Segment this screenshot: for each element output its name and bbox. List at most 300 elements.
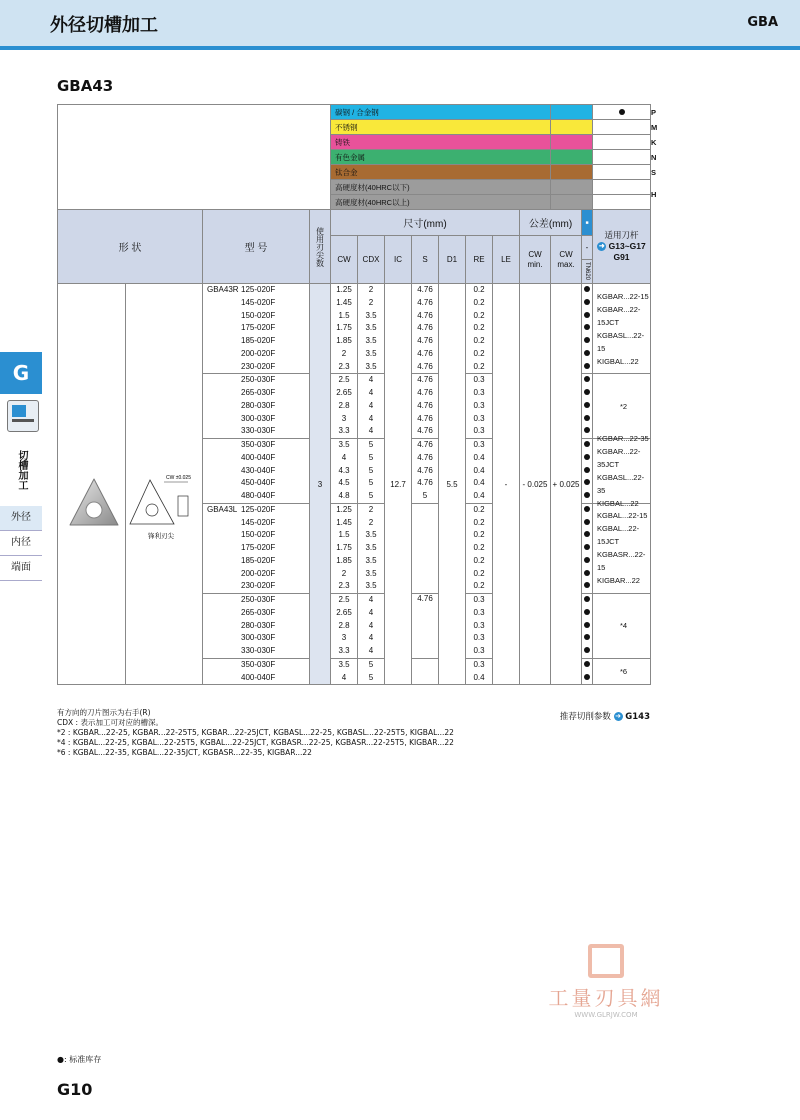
group-block [203,374,309,439]
model-code: 125-020F [241,285,276,294]
dim-col-header: LE [493,236,520,284]
cw-value: 1.45 [336,517,352,527]
stock-row [582,517,592,530]
material-gap [551,150,593,165]
stock-row [582,490,592,503]
cw-value: 2.5 [338,595,350,604]
cw-value: 3.5 [338,440,350,449]
cdx-value: 3.5 [365,323,377,333]
model-code: 185-020F [241,336,276,345]
material-name: 碳钢 / 合金钢 [331,105,551,120]
stock-dot-icon [584,479,590,485]
holder-item: *2 [619,401,628,411]
cw-value: 3.3 [338,646,350,655]
stock-dot-icon [584,674,590,680]
model-row [203,297,309,310]
material-gap [551,135,593,150]
re-value: 0.2 [473,310,485,320]
stock-row [582,672,592,685]
stock-row [582,607,592,620]
s-value [412,659,438,672]
re-column [466,284,493,685]
group-block [466,659,492,685]
s-value [412,632,438,645]
series-code: GBA [747,15,778,30]
s-value [412,645,438,658]
s-value: 4.76 [417,361,433,371]
s-value [412,529,438,542]
material-name: 高硬度材(40HRC以上) [331,195,551,210]
s-value: 4.76 [417,452,433,462]
model-code: 250-030F [241,375,276,385]
cw-value: 1.45 [336,297,352,307]
series-label: GBA43R [207,285,239,294]
model-row [203,439,309,452]
stock-row [582,374,592,387]
cdx-value: 3.5 [365,568,377,578]
model-row [203,452,309,465]
cdx-value: 4 [368,595,374,604]
cw-value: 2 [341,348,347,358]
model-code: 350-030F [241,440,276,449]
stock-dot-icon [584,582,590,588]
re-value: 0.3 [473,607,485,617]
stock-row [582,310,592,323]
stock-row [582,322,592,335]
stock-row [582,335,592,348]
model-code: 145-020F [241,517,276,527]
cdx-value: 3.5 [365,543,377,552]
holder-title: 适用刀杆 [604,230,639,240]
model-row [203,374,309,387]
stock-row [582,439,592,452]
stock-row [582,568,592,581]
group-block [331,374,357,439]
model-row [203,529,309,542]
model-row [203,387,309,400]
model-row [203,607,309,620]
stock-row [582,594,592,607]
stock-dot-icon [584,389,590,395]
cdx-value: 3.5 [365,336,377,345]
cw-value: 2.3 [338,361,350,371]
cdx-value: 5 [368,465,374,475]
holder-item: KGBAR...22-15JCT [597,304,641,327]
side-item-internal[interactable]: 内径 [0,531,42,556]
material-name: 有色金属 [331,150,551,165]
model-row [203,504,309,517]
cdx-value: 3.5 [365,310,377,320]
stock-row [582,400,592,413]
model-row [203,465,309,478]
model-code: 150-020F [241,530,276,540]
group-block [412,374,438,439]
stock-row [582,425,592,438]
model-code: 330-030F [241,646,276,655]
holder-block [593,374,650,439]
material-name: 铸铁 [331,135,551,150]
stock-row [582,413,592,426]
material-gap [551,120,593,135]
cw-value: 1.75 [336,543,352,552]
group-block [331,504,357,594]
cdx-value: 3.5 [365,361,377,371]
stock-dot-icon [584,544,590,550]
model-row [203,517,309,530]
stock-dot-icon [584,622,590,628]
blank-corner [58,105,331,210]
s-value [412,672,438,685]
s-shared-value: 4.76 [417,594,433,603]
holder-item: KIGBAL...22 [597,498,639,508]
holder-item: KGBAR...22-15 [597,291,649,301]
stock-dot-icon [584,609,590,615]
group-block [358,594,384,659]
model-row [203,322,309,335]
cw-max-value: + 0.025 [551,284,582,685]
group-block [412,659,438,685]
recommend-page: G143 [625,712,650,722]
re-value: 0.3 [473,633,485,643]
stock-row [582,348,592,361]
model-code: 185-020F [241,555,276,565]
group-block [412,504,438,594]
footnote-line: *6 : KGBAL...22-35, KGBAL...22-35JCT, KGBASR...22-35, KIGBAR...22 [57,748,312,757]
model-row [203,620,309,633]
stock-row [582,477,592,490]
cdx-value: 4 [368,607,374,617]
s-value: 4.76 [417,426,433,436]
group-block [582,374,592,439]
page-title: 外径切槽加工 [50,15,158,36]
cw-value: 4 [341,672,347,682]
cw-value: 2.8 [338,400,350,410]
model-code: 400-040F [241,452,276,462]
cw-value: 2.65 [336,607,352,617]
cw-value: 3.5 [338,659,350,669]
model-row [203,413,309,426]
re-value: 0.3 [473,426,485,436]
s-value: 4.76 [417,440,433,449]
group-block [412,439,438,504]
model-row [203,594,309,607]
group-block [466,504,492,594]
holder-block [593,659,650,685]
model-row [203,659,309,672]
stock-row [582,504,592,517]
s-value [412,555,438,568]
holder-header [593,210,651,284]
side-item-external[interactable]: 外径 [0,506,42,531]
stock-dot-icon [584,570,590,576]
cw-value: 2.3 [338,581,350,591]
cdx-value: 5 [368,440,374,449]
s-value [412,568,438,581]
s-value: 4.76 [417,375,433,385]
s-value [412,620,438,633]
watermark-logo-icon [588,944,624,978]
top-header-bar [0,0,800,50]
holder-item: KIGBAR...22 [597,576,640,586]
model-code: 280-030F [241,620,276,630]
cdx-value: 5 [368,491,374,500]
group-block [358,504,384,594]
re-value: 0.3 [473,388,485,397]
model-row [203,310,309,323]
s-column [412,284,439,685]
spec-table: 碳钢 / 合金钢 P 不锈钢 M 铸铁 K 有色金属 N 钛合金 S 高硬度材(40HRC以下) H 高硬度材(40HRC以上) 形 状 型 号 使用刃尖数 尺寸(mm) 公差(mm) ■ 适用刀杆 ➜ G13~G17 G91 CW CDX IC S D1 RE LE CW min. CW max. - TN620 GBA43R 125-020F 145-020F 150-020F 175-020F 185-020F 200-020F 230-020F 250-030F 265-030F 280-030F 300-030F 330-030F 350-030F 400-040F 430-040F 450-040F 480-040F GBA43L 125-020F 145-020F 150-020F 175-020F 185-020F 200-020F 230-020F 250-030F 265-030F 280-030F 300-030F 330-030F 350-030F 400-040F 3 1.25 1.45 1.5 1.75 1.85 2 2.3 2.5 2.65 2.8 3 3.3 3.5 4 4.3 4.5 4.8 1.25 1.45 1.5 1.75 1.85 2 2.3 2.5 2.65 2.8 3 3.3 3.5 4 2 2 3.5 3.5 3.5 3.5 3.5 4 4 4 4 4 5 5 5 5 5 2 2 3.5 3.5 3.5 3.5 3.5 4 4 4 4 4 5 5 12.7 4.76 4.76 4.76 4.76 4.76 4.76 4.76 4.76 4.76 4.76 4.76 4.76 4.76 4.76 4.76 4.76 5 4.76 5.5 0.2 0.2 0.2 0.2 0.2 0.2 0.2 0.3 0.3 0.3 0.3 0.3 0.3 0.4 0.4 0.4 0.4 0.2 0.2 0.2 0.2 0.2 0.2 0.2 0.3 0.3 0.3 0.3 0.3 0.3 0.4 - - 0.025 + 0.025 KGBAR...22-15 KGBAR...22-15JCT KGBASL...22-15 KIGBAL...22 *2 KGBAR...22-35 KGBAR...22-35JCT KGBASL...22-35 KIGBAL...22 KGBAL...22-15 KGBAL...22-15JCT KGBASR...22-15 KIGBAR...22 *4 *6 [57,104,651,685]
s-value: 4.76 [417,297,433,307]
dim-col-header: IC [385,236,412,284]
stock-row [582,620,592,633]
s-value [412,517,438,530]
cw-value: 4 [341,452,347,462]
re-value: 0.2 [473,285,485,294]
re-value: 0.2 [473,568,485,578]
model-row [203,645,309,658]
dim-col-header: D1 [439,236,466,284]
cdx-value: 2 [368,285,374,294]
cdx-value: 2 [368,504,374,514]
material-stock-cell [593,150,651,165]
group-block [331,659,357,685]
cdx-value: 4 [368,620,374,630]
model-code: 400-040F [241,672,276,682]
cw-value: 1.5 [338,530,350,540]
re-value: 0.4 [473,478,485,488]
stock-dot-icon [584,337,590,343]
cdx-value: 4 [368,413,374,423]
model-row [203,361,309,374]
re-value: 0.2 [473,530,485,540]
stock-legend: ●: 标准库存 [57,1055,102,1064]
group-block [582,659,592,685]
cw-value: 1.85 [336,336,352,345]
stock-dot-icon [584,350,590,356]
stock-dot-icon [584,427,590,433]
model-code: 480-040F [241,491,276,500]
cdx-value: 5 [368,659,374,669]
s-value: 4.76 [417,285,433,294]
stock-dot-icon [584,299,590,305]
holder-item: KGBAL...22-15 [597,511,648,521]
cdx-value: 4 [368,388,374,397]
s-value: 4.76 [417,310,433,320]
material-stock-cell [593,195,651,210]
holder-item: KGBAL...22-15JCT [597,524,640,547]
model-code: 250-030F [241,595,276,604]
cdx-value: 3.5 [365,581,377,591]
stock-dot-icon [584,647,590,653]
holder-item: *6 [619,667,628,676]
re-value: 0.2 [473,555,485,565]
cw-value: 2 [341,568,347,578]
grade-header: TN620 [582,260,593,284]
s-value: 4.76 [417,388,433,397]
section-letter: G [0,352,42,394]
cdx-value: 3.5 [365,555,377,565]
s-value: 4.76 [417,348,433,358]
group-block [203,659,309,685]
stock-dot-icon [619,109,625,115]
model-row [203,568,309,581]
stock-dot-icon [584,324,590,330]
s-value: 4.76 [417,478,433,488]
cw-value: 2.8 [338,620,350,630]
model-row [203,490,309,503]
holder-item: KGBASL...22-35 [597,472,645,495]
holder-page2: G91 [613,252,630,262]
s-value: 4.76 [417,413,433,423]
group-block [466,284,492,374]
tol-col-header: CW min. [520,236,551,284]
model-code: 150-020F [241,310,276,320]
holder-item: KGBASL...22-15 [597,330,645,353]
re-value: 0.2 [473,543,485,552]
grade-dash: - [582,236,593,260]
stock-dot-icon [584,519,590,525]
stock-dot-icon [584,506,590,512]
material-name: 高硬度材(40HRC以下) [331,180,551,195]
re-value: 0.2 [473,348,485,358]
recommend-label: 推荐切削参数 [559,712,611,722]
group-block [466,374,492,439]
cdx-column [358,284,385,685]
model-row [203,335,309,348]
group-block [203,284,309,374]
group-block [358,284,384,374]
stock-dot-icon [584,634,590,640]
arrow-right-icon: ➜ [598,243,605,251]
model-row [203,672,309,685]
re-value: 0.2 [473,504,485,514]
stock-row [582,542,592,555]
stock-dot-icon [584,363,590,369]
stock-dot-icon [584,492,590,498]
group-block [582,594,592,659]
material-stock-cell [593,165,651,180]
re-value: 0.2 [473,517,485,527]
cdx-value: 4 [368,375,374,385]
re-value: 0.3 [473,659,485,669]
re-value: 0.3 [473,413,485,423]
le-value: - [493,284,520,685]
group-block [358,374,384,439]
stock-row [582,555,592,568]
group-block [582,284,592,374]
stock-dot-icon [584,596,590,602]
model-code: 265-030F [241,388,276,397]
cw-value: 1.85 [336,555,352,565]
group-block [582,504,592,594]
model-row [203,580,309,593]
stock-dot-icon [584,312,590,318]
stock-dot-icon [584,415,590,421]
model-row [203,555,309,568]
grade-icon: ■ [582,210,593,236]
holder-item: KGBASR...22-15 [597,550,646,573]
re-value: 0.4 [473,452,485,462]
stock-row [582,580,592,593]
tol-col-header: CW max. [551,236,582,284]
cw-column [331,284,358,685]
cw-value: 4.5 [338,478,350,488]
material-stock-cell [593,180,651,195]
stock-row [582,529,592,542]
model-code: 200-020F [241,348,276,358]
stock-dot-icon [584,454,590,460]
side-tab [0,352,42,581]
side-item-face[interactable]: 端面 [0,556,42,581]
re-value: 0.3 [473,375,485,385]
holder-pages: ➜ G13~G17 [598,241,646,251]
model-code: 145-020F [241,297,276,307]
insert-image [66,475,122,535]
material-stock-cell [593,135,651,150]
material-stock-cell [593,120,651,135]
re-value: 0.3 [473,646,485,655]
material-gap [551,180,593,195]
stock-dot-icon [584,402,590,408]
dim-col-header: S [412,236,439,284]
cdx-value: 5 [368,672,374,682]
dims-header: 尺寸(mm) [331,210,520,236]
stock-row [582,632,592,645]
holder-item: KGBAR...22-35 [597,433,649,443]
s-value [412,607,438,620]
edges-header: 使用刃尖数 [310,210,331,284]
model-code: 300-030F [241,413,276,423]
model-title: GBA43 [57,77,114,95]
group-block [331,439,357,504]
model-header: 型 号 [203,210,310,284]
model-code: 265-030F [241,607,276,617]
page-number: G10 [57,1080,93,1099]
group-block [466,439,492,504]
dim-col-header: CDX [358,236,385,284]
stock-dot-icon [584,286,590,292]
footnotes [57,708,657,758]
model-code: 280-030F [241,400,276,410]
footnote-line: *4 : KGBAL...22-25, KGBAL...22-25T5, KGBAL...22-25JCT, KGBASR...22-25, KGBASR...22-25T5, KIGBAR...22 [57,738,454,747]
re-value: 0.4 [473,465,485,475]
model-column [203,284,310,685]
ic-value: 12.7 [385,284,412,685]
cdx-value: 3.5 [365,530,377,540]
group-block [203,504,309,594]
holder-item: *4 [619,621,628,631]
group-block [203,594,309,659]
cdx-value: 4 [368,633,374,643]
d1-value: 5.5 [439,284,466,685]
re-value: 0.2 [473,361,485,371]
holder-block [593,433,650,508]
stock-row [582,659,592,672]
cw-value: 4.3 [338,465,350,475]
re-value: 0.2 [473,336,485,345]
cw-value: 3 [341,413,347,423]
model-row [203,425,309,438]
holder-item: KIGBAL...22 [597,356,639,366]
holder-block [593,284,650,374]
cw-value: 3.3 [338,426,350,436]
footnote-line: 有方向的刀片图示为右手(R) [57,708,151,717]
material-stock-cell [593,105,651,120]
cw-value: 3 [341,633,347,643]
s-value [412,504,438,517]
s-value: 5 [422,491,428,500]
material-name: 钛合金 [331,165,551,180]
